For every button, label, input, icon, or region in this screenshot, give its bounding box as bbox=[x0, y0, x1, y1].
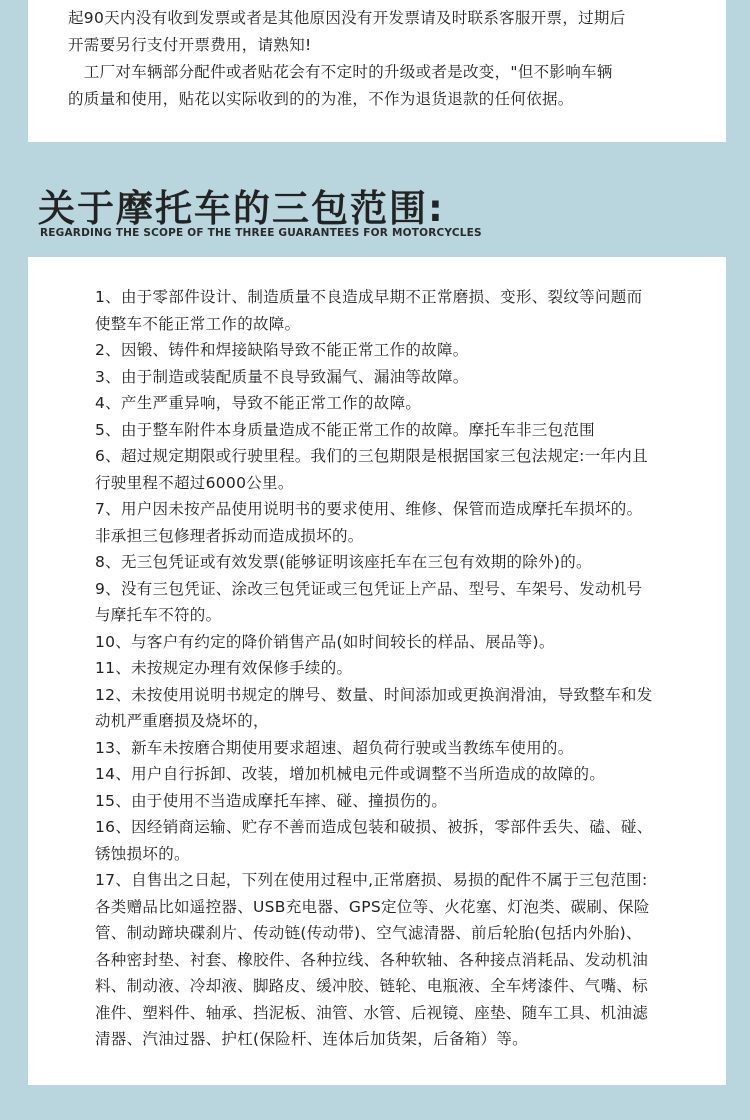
scope-line: 各类赠品比如遥控器、USB充电器、GPS定位等、火花塞、灯泡类、碳刷、保险 bbox=[95, 897, 650, 916]
scope-line: 5、由于整车附件本身质量造成不能正常工作的故障。摩托车非三包范围 bbox=[95, 420, 595, 439]
scope-list-card bbox=[28, 257, 726, 1085]
scope-line: 17、自售出之日起，下列在使用过程中,正常磨损、易损的配件不属于三包范围: bbox=[95, 871, 648, 889]
scope-line: 9、没有三包凭证、涂改三包凭证或三包凭证上产品、型号、车架号、发动机号 bbox=[95, 579, 643, 598]
scope-line: 料、制动液、冷却液、脚路皮、缓冲胶、链轮、电瓶液、全车烤漆件、气嘴、标 bbox=[95, 977, 649, 995]
scope-line: 8、无三包凭证或有效发票(能够证明该座托车在三包有效期的除外)的。 bbox=[95, 553, 592, 571]
notice-line: 的质量和使用，贴花以实际收到的的为准，不作为退货退款的任何依据。 bbox=[68, 90, 574, 108]
scope-line: 行驶里程不超过6000公里。 bbox=[95, 473, 294, 492]
scope-line: 15、由于使用不当造成摩托车摔、碰、撞损伤的。 bbox=[95, 791, 448, 810]
scope-line: 4、产生严重异响，导致不能正常工作的故障。 bbox=[95, 394, 422, 412]
scope-line: 动机严重磨损及烧坏的， bbox=[95, 712, 269, 730]
scope-line: 准件、塑料件、轴承、挡泥板、油管、水管、后视镜、座垫、随车工具、机油滤 bbox=[95, 1003, 649, 1022]
notice-line: 开需要另行支付开票费用，请熟知! bbox=[68, 36, 312, 54]
scope-line: 与摩托车不符的。 bbox=[95, 606, 222, 624]
scope-line: 非承担三包修理者拆动而造成损坏的。 bbox=[95, 526, 364, 545]
scope-line: 2、因锻、铸件和焊接缺陷导致不能正常工作的故障。 bbox=[95, 341, 469, 359]
scope-line: 6、超过规定期限或行驶里程。我们的三包期限是根据国家三包法规定:一年内且 bbox=[95, 447, 648, 465]
scope-line: 14、用户自行拆卸、改装，增加机械电元件或调整不当所造成的故障的。 bbox=[95, 765, 606, 783]
scope-line: 清器、汽油过器、护杠(保险杆、连体后加货架，后备箱）等。 bbox=[95, 1030, 528, 1048]
notice-card bbox=[28, 0, 726, 142]
scope-line: 12、未按使用说明书规定的牌号、数量、时间添加或更换润滑油，导致整车和发 bbox=[95, 685, 653, 704]
scope-line: 11、未按规定办理有效保修手续的。 bbox=[95, 659, 353, 677]
notice-line: 起90天内没有收到发票或者是其他原因没有开发票请及时联系客服开票，过期后 bbox=[68, 9, 626, 27]
scope-line: 锈蚀损坏的。 bbox=[95, 844, 190, 863]
scope-line: 13、新车未按磨合期使用要求超速、超负荷行驶或当教练车使用的。 bbox=[95, 738, 574, 757]
scope-line: 各种密封垫、衬套、橡胶件、各种拉线、各种软轴、各种接点消耗品、发动机油 bbox=[95, 950, 649, 969]
section-title: 关于摩托车的三包范围: bbox=[38, 187, 445, 230]
scope-line: 7、用户因未按产品使用说明书的要求使用、维修、保管而造成摩托车损坏的。 bbox=[95, 500, 643, 518]
scope-line: 1、由于零部件设计、制造质量不良造成早期不正常磨损、变形、裂纹等问题而 bbox=[95, 288, 643, 306]
scope-line: 10、与客户有约定的降价销售产品(如时间较长的样品、展品等)。 bbox=[95, 632, 555, 651]
scope-line: 管、制动蹄块碟刹片、传动链(传动带)、空气滤清器、前后轮胎(包括内外胎)、 bbox=[95, 924, 642, 942]
scope-line: 使整车不能正常工作的故障。 bbox=[95, 314, 301, 333]
scope-line: 3、由于制造或装配质量不良导致漏气、漏油等故障。 bbox=[95, 367, 469, 386]
scope-line: 16、因经销商运输、贮存不善而造成包装和破损、被拆，零部件丢失、磕、碰、 bbox=[95, 818, 653, 836]
notice-line: 工厂对车辆部分配件或者贴花会有不定时的升级或者是改变，"但不影响车辆 bbox=[68, 63, 613, 81]
section-subtitle: REGARDING THE SCOPE OF THE THREE GUARANTEES FOR MOTORCYCLES bbox=[40, 227, 482, 239]
